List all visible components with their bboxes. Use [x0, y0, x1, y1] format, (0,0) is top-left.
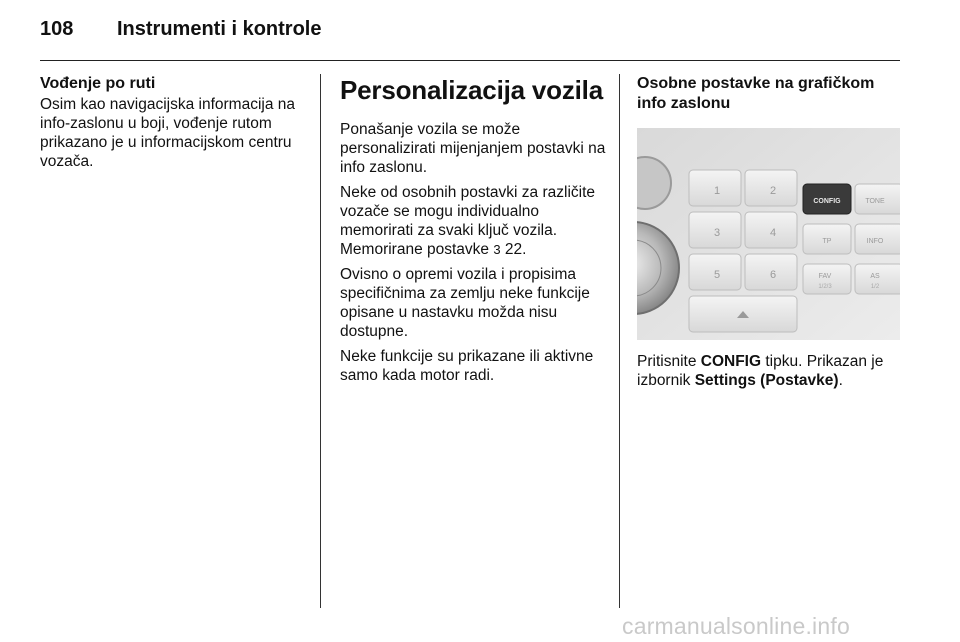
preset-2-label: 2	[769, 185, 777, 197]
fav-button-sublabel: 1/2/3	[818, 284, 832, 290]
section-title-personalization: Personalizacija vozila	[340, 75, 603, 105]
section-heading-personal-settings: Osobne postavke na grafičkom info zaslonu	[637, 75, 875, 112]
column-divider-2	[619, 74, 620, 608]
as-button-label: AS	[870, 273, 880, 280]
paragraph-2-text: Neke od osobnih postavki za različite vozače se mogu individualno memorirati za svaki ključ vozila. Memorirane postavke	[340, 184, 596, 258]
info-button-label: INFO	[866, 238, 884, 245]
paragraph-1: Ponašanje vozila se može personalizirati mijenjanjem postavki na info zaslonu.	[340, 121, 606, 176]
tone-button-label: TONE	[865, 198, 885, 205]
caption-part-2: tipku. Prikazan je izbornik	[637, 353, 884, 389]
page-number: 108	[40, 18, 74, 40]
function-buttons	[803, 184, 900, 294]
header-rule	[40, 60, 900, 61]
column-route-guidance	[40, 74, 308, 177]
caption-text	[637, 352, 900, 390]
watermark: carmanualsonline.info	[622, 613, 850, 639]
preset-3-label: 3	[713, 227, 721, 239]
column-vehicle-personalization	[340, 74, 606, 391]
preset-6-label: 6	[769, 269, 777, 281]
caption-config-key: CONFIG	[700, 353, 762, 370]
caption-settings-menu: Settings (Postavke)	[694, 372, 839, 389]
caption-part-1: Pritisnite	[637, 353, 701, 370]
preset-5-label: 5	[713, 269, 721, 281]
running-title: Instrumenti i kontrole	[117, 18, 322, 40]
control-panel-photo	[637, 128, 900, 340]
fav-button-label: FAV	[818, 273, 832, 280]
config-button-label: CONFIG	[813, 198, 841, 205]
preset-4-label: 4	[769, 227, 777, 239]
tp-button-label: TP	[822, 238, 832, 245]
caption-part-3: .	[838, 372, 843, 389]
section-heading-route-guidance: Vođenje po ruti	[40, 75, 156, 92]
paragraph-2	[340, 183, 606, 259]
column-divider-1	[320, 74, 321, 608]
page-reference-icon: 3	[493, 242, 501, 257]
route-guidance-text: Osim kao navigacijska informacija na info-zaslonu u boji, vođenje rutom prikazano je u informacijskom centru vozača.	[40, 96, 295, 170]
page-reference-link[interactable]: 22.	[504, 241, 527, 258]
paragraph-3: Ovisno o opremi vozila i propisima specifičnima za zemlju neke funkcije opisane u nastavku možda nisu dostupne.	[340, 266, 590, 340]
column-personal-settings	[637, 74, 900, 396]
page-header	[40, 16, 900, 58]
preset-1-label: 1	[713, 185, 721, 197]
paragraph-4: Neke funkcije su prikazane ili aktivne samo kada motor radi.	[340, 348, 594, 384]
as-button-sublabel: 1/2	[870, 284, 880, 290]
